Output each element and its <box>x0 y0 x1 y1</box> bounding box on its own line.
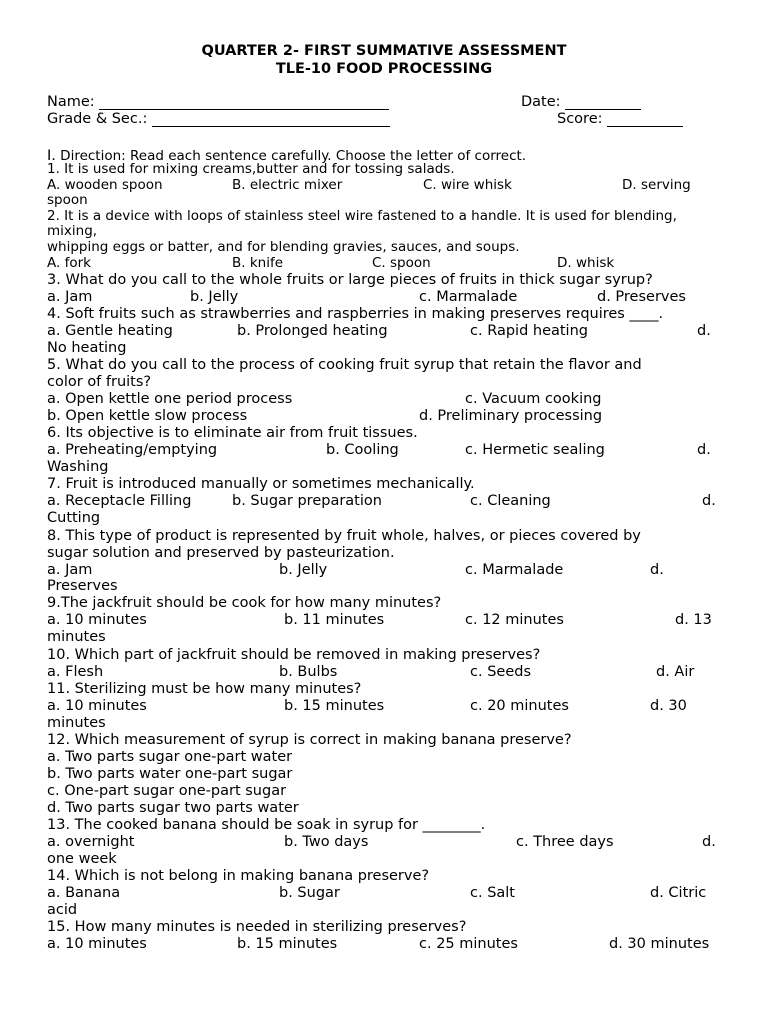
q13-option-c: c. Three days <box>516 834 614 850</box>
score-label: Score: <box>557 111 603 127</box>
q7-option-d: d. <box>702 493 716 509</box>
q10-option-d: d. Air <box>656 664 695 680</box>
q15-option-d: d. 30 minutes <box>609 936 710 952</box>
q4-option-d: d. <box>697 323 711 339</box>
q6-option-b: b. Cooling <box>326 442 399 458</box>
q9-option-d: d. 13 <box>675 612 712 628</box>
q1-option-d-wrap: spoon <box>47 192 88 208</box>
q2-option-b: B. knife <box>232 255 284 271</box>
direction-text: Direction: Read each sentence carefully. Choose the letter of correct. <box>55 148 527 164</box>
question-5: 5. What do you call to the process of cooking fruit syrup that retain the flavor and <box>47 357 642 373</box>
q11-option-b: b. 15 minutes <box>284 698 385 714</box>
q12-option-c: c. One-part sugar one-part sugar <box>47 783 287 799</box>
q8-option-a: a. Jam <box>47 562 93 578</box>
q13-option-b: b. Two days <box>284 834 369 850</box>
q1-option-c: C. wire whisk <box>423 177 512 193</box>
q14-option-a: a. Banana <box>47 885 121 901</box>
q12-option-a: a. Two parts sugar one-part water <box>47 749 293 765</box>
q7-option-a: a. Receptacle Filling <box>47 493 192 509</box>
q14-option-d: d. Citric <box>650 885 707 901</box>
q7-option-c: c. Cleaning <box>470 493 551 509</box>
q14-option-c: c. Salt <box>470 885 515 901</box>
q8-option-d: d. <box>650 562 664 578</box>
q1-option-d: D. serving <box>622 177 691 193</box>
q9-option-c: c. 12 minutes <box>465 612 564 628</box>
question-8-line2: sugar solution and preserved by pasteurization. <box>47 545 395 561</box>
q6-option-c: c. Hermetic sealing <box>465 442 605 458</box>
date-field <box>521 95 641 110</box>
name-blank[interactable] <box>99 97 389 110</box>
q4-option-d-wrap: No heating <box>47 340 127 356</box>
q12-option-b: b. Two parts water one-part sugar <box>47 766 293 782</box>
q5-option-c: c. Vacuum cooking <box>465 391 602 407</box>
question-7: 7. Fruit is introduced manually or sometimes mechanically. <box>47 476 475 492</box>
page-title: QUARTER 2- FIRST SUMMATIVE ASSESSMENT <box>201 43 567 59</box>
q15-option-a: a. 10 minutes <box>47 936 147 952</box>
question-8: 8. This type of product is represented by fruit whole, halves, or pieces covered by <box>47 528 641 544</box>
q9-option-a: a. 10 minutes <box>47 612 147 628</box>
question-2-line3: whipping eggs or batter, and for blending gravies, sauces, and soups. <box>47 239 520 255</box>
q11-option-a: a. 10 minutes <box>47 698 147 714</box>
q10-option-a: a. Flesh <box>47 664 104 680</box>
q3-option-b: b. Jelly <box>190 289 239 305</box>
q8-option-c: c. Marmalade <box>465 562 564 578</box>
q2-option-a: A. fork <box>47 255 91 271</box>
question-9: 9.The jackfruit should be cook for how many minutes? <box>47 595 442 611</box>
question-12: 12. Which measurement of syrup is correct in making banana preserve? <box>47 732 572 748</box>
question-11: 11. Sterilizing must be how many minutes? <box>47 681 362 697</box>
q7-option-b: b. Sugar preparation <box>232 493 382 509</box>
q10-option-b: b. Bulbs <box>279 664 338 680</box>
score-blank[interactable] <box>607 114 683 127</box>
question-3: 3. What do you call to the whole fruits or large pieces of fruits in thick sugar syrup? <box>47 272 653 288</box>
q7-option-d-wrap: Cutting <box>47 510 101 526</box>
grade-blank[interactable] <box>152 114 390 127</box>
name-field <box>47 95 389 110</box>
question-15: 15. How many minutes is needed in sterilizing preserves? <box>47 919 467 935</box>
question-2-line2: mixing, <box>47 223 98 239</box>
q6-option-a: a. Preheating/emptying <box>47 442 218 458</box>
question-13: 13. The cooked banana should be soak in syrup for ________. <box>47 817 486 833</box>
score-field <box>557 112 683 127</box>
q10-option-c: c. Seeds <box>470 664 531 680</box>
q5-option-d: d. Preliminary processing <box>419 408 603 424</box>
q14-option-d-wrap: acid <box>47 902 78 918</box>
date-blank[interactable] <box>565 97 641 110</box>
q2-option-c: C. spoon <box>372 255 431 271</box>
q3-option-a: a. Jam <box>47 289 93 305</box>
q11-option-d: d. 30 <box>650 698 687 714</box>
q11-option-d-wrap: minutes <box>47 715 106 731</box>
q5-option-b: b. Open kettle slow process <box>47 408 248 424</box>
question-1: 1. It is used for mixing creams,butter and for tossing salads. <box>47 161 455 177</box>
q13-option-a: a. overnight <box>47 834 135 850</box>
q2-option-d: D. whisk <box>557 255 615 271</box>
q1-option-a: A. wooden spoon <box>47 177 163 193</box>
q9-option-b: b. 11 minutes <box>284 612 385 628</box>
q4-option-a: a. Gentle heating <box>47 323 173 339</box>
question-2: 2. It is a device with loops of stainless steel wire fastened to a handle. It is used for blending, <box>47 208 677 224</box>
q5-option-a: a. Open kettle one period process <box>47 391 293 407</box>
q3-option-c: c. Marmalade <box>419 289 518 305</box>
q1-option-b: B. electric mixer <box>232 177 343 193</box>
question-14: 14. Which is not belong in making banana preserve? <box>47 868 430 884</box>
grade-field <box>47 112 390 127</box>
q6-option-d: d. <box>697 442 711 458</box>
q12-option-d: d. Two parts sugar two parts water <box>47 800 299 816</box>
q4-option-c: c. Rapid heating <box>470 323 588 339</box>
q6-option-d-wrap: Washing <box>47 459 109 475</box>
q15-option-b: b. 15 minutes <box>237 936 338 952</box>
q15-option-c: c. 25 minutes <box>419 936 518 952</box>
name-label: Name: <box>47 94 95 110</box>
q8-option-b: b. Jelly <box>279 562 328 578</box>
q11-option-c: c. 20 minutes <box>470 698 569 714</box>
direction-numeral: I. <box>47 148 56 164</box>
question-10: 10. Which part of jackfruit should be removed in making preserves? <box>47 647 541 663</box>
page-subtitle: TLE-10 FOOD PROCESSING <box>275 61 493 77</box>
grade-label: Grade & Sec.: <box>47 111 148 127</box>
question-5-line2: color of fruits? <box>47 374 152 390</box>
question-4: 4. Soft fruits such as strawberries and raspberries in making preserves requires ____. <box>47 306 664 322</box>
q9-option-d-wrap: minutes <box>47 629 106 645</box>
q4-option-b: b. Prolonged heating <box>237 323 388 339</box>
question-6: 6. Its objective is to eliminate air from fruit tissues. <box>47 425 418 441</box>
date-label: Date: <box>521 94 561 110</box>
q13-option-d-wrap: one week <box>47 851 117 867</box>
q3-option-d: d. Preserves <box>597 289 686 305</box>
q8-option-d-wrap: Preserves <box>47 578 118 594</box>
q13-option-d: d. <box>702 834 716 850</box>
q14-option-b: b. Sugar <box>279 885 340 901</box>
